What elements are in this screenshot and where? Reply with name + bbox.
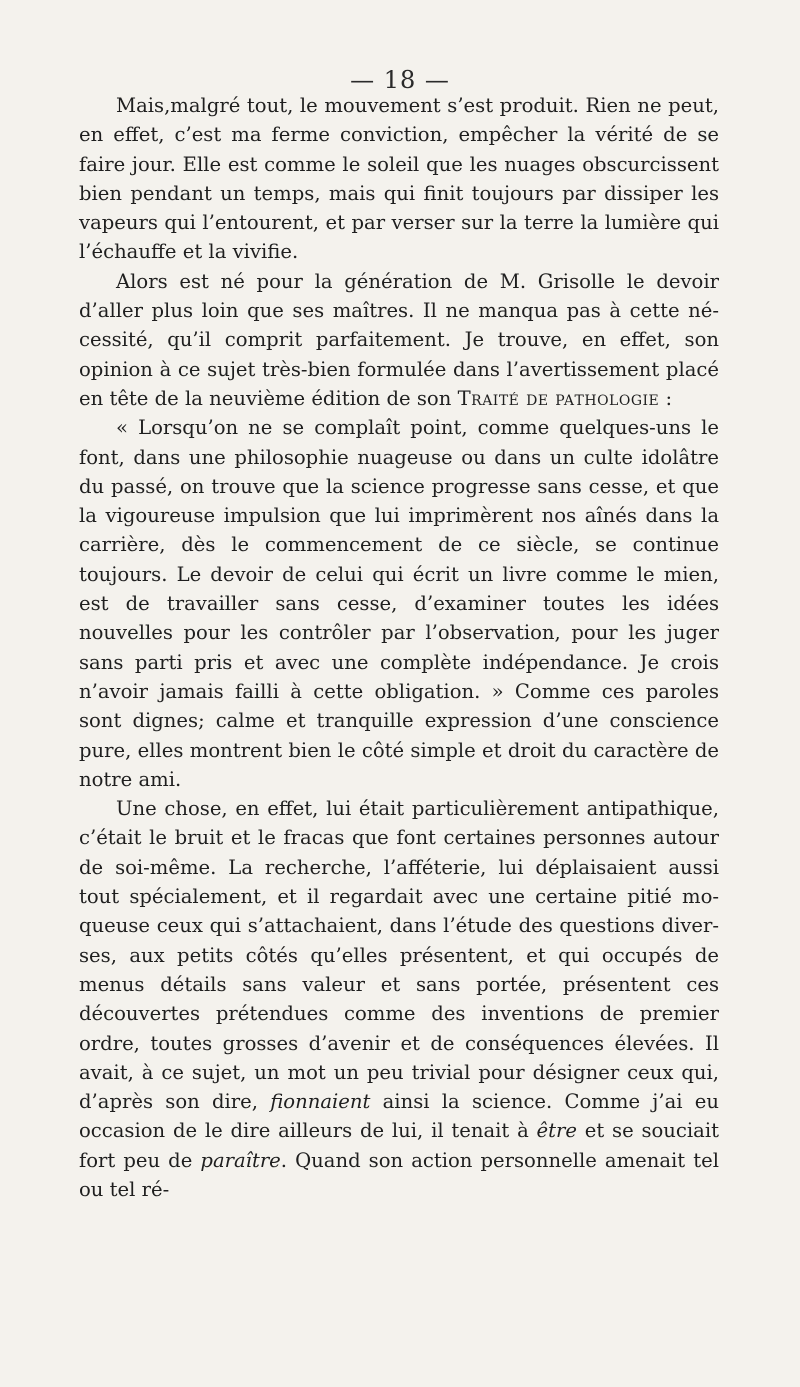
paragraph-3-quote: « Lorsqu’on ne se complaît point, comme quelques-uns le font, dans une philosophie nuageuse ou dans un culte idolâtre du passé, on trouve que la science progresse sans cesse, et que la vigoureuse impulsion que lui imprimèrent nos aînés dans la carrière, dès le commencement de ce siècle, se continue toujours. Le devoir de celui qui écrit un livre comme le mien, est de travailler sans cesse, d’examiner toutes les idées nouvelles pour les contrôler par l’observation, pour les juger sans parti pris et avec une complète indépendance. Je crois n’avoir jamais failli à cette obligation. » Comme ces paroles sont dignes; calme et tranquille expression d’une conscience pure, elles montrent bien le côté simple et droit du caractère de notre ami. [79, 416, 719, 791]
body-text [79, 91, 719, 1204]
italic-word-fionnaient: fionnaient [270, 1090, 371, 1114]
book-title: Traité de pathologie [457, 386, 660, 410]
paragraph-2 [79, 267, 719, 413]
page-number: — 18 — [350, 66, 450, 94]
italic-word-etre: être [536, 1119, 577, 1143]
italic-word-paraitre: paraître [200, 1148, 281, 1172]
paragraph-4 [79, 794, 719, 1204]
paragraph-4-middle: ainsi la science. Comme j’ai eu occasion de le dire ailleurs de lui, il tenait à [79, 1090, 720, 1143]
paragraph-2-end: : [659, 386, 673, 410]
paragraph-4-text: Une chose, en effet, lui était particulièrement antipathique, c’était le bruit et le fracas que font certaines personnes autour de soi-même. La recherche, l’afféterie, lui déplaisaient aussi tout spécialement, et il regardait avec une certaine pitié moqueuse ceux qui s’attachaient, dans l’étude des questions diverses, aux petits côtés qu’elles présentent, et qui occupés de menus détails sans valeur et sans portée, présentent ces découvertes prétendues comme des inventions de premier ordre, toutes grosses d’avenir et de conséquences élevées. Il avait, à ce sujet, un mot un peu trivial pour désigner ceux qui, d’après son dire, [79, 797, 719, 1114]
paragraph-4-end: . Quand son action personnelle amenait tel ou tel ré- [79, 1148, 719, 1201]
paragraph-4-middle-2: et se souciait fort peu de [79, 1119, 719, 1172]
paragraph-2-text: Alors est né pour la génération de M. Grisolle le devoir d’aller plus loin que ses maîtres. Il ne manqua pas à cette nécessité, qu’il comprit parfaitement. Je trouve, en effet, son opinion à ce sujet très-bien formulée dans l’avertissement placé en tête de la neuvième édition de son [79, 269, 719, 410]
paragraph-1: Mais,malgré tout, le mouvement s’est produit. Rien ne peut, en effet, c’est ma ferme conviction, empêcher la vérité de se faire jour. Elle est comme le soleil que les nuages obscurcissent bien pendant un temps, mais qui finit toujours par dissiper les vapeurs qui l’entourent, et par verser sur la terre la lumière qui l’échauffe et la vivifie. [79, 94, 719, 264]
